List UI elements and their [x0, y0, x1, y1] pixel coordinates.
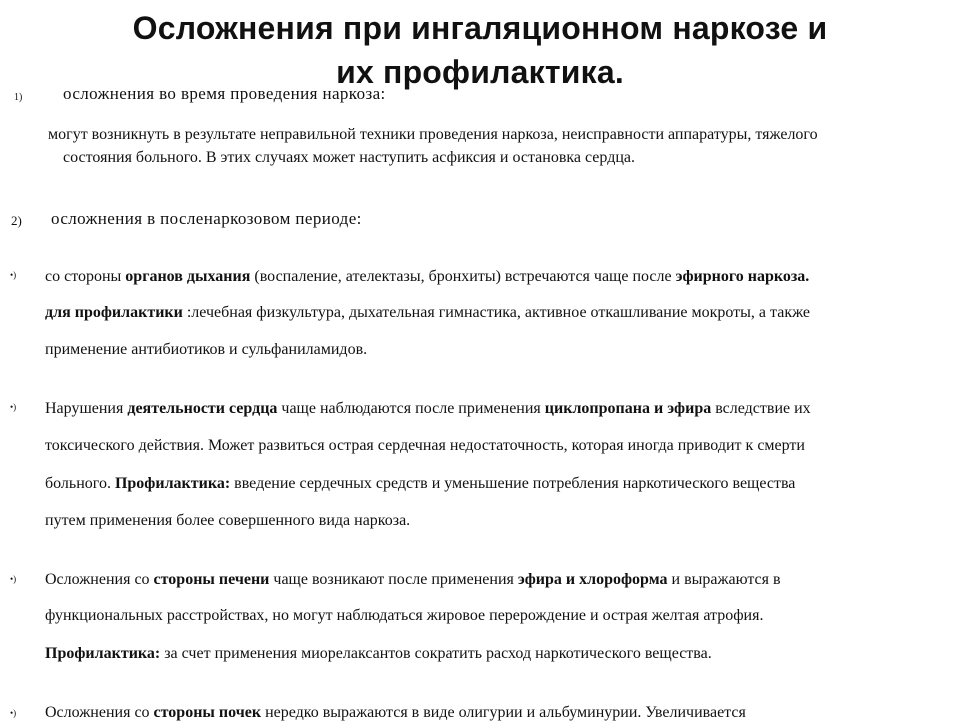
- item-4-line-1: [45, 704, 746, 722]
- bold-term: Профилактика:: [45, 645, 161, 662]
- bold-term: эфирного наркоза.: [675, 268, 810, 285]
- text-fragment: введение сердечных средств и уменьшение потребления наркотического вещества: [230, 475, 796, 492]
- text-fragment: Нарушения: [45, 400, 128, 417]
- item-1-line-1: [45, 268, 809, 286]
- text-fragment: Осложнения со: [45, 571, 154, 588]
- item-2-line-2: токсического действия. Может развиться острая сердечная недостаточность, которая иногда приводит к смерти: [45, 437, 805, 454]
- bold-term: эфира и хлороформа: [517, 571, 668, 588]
- text-fragment: :лечебная физкультура, дыхательная гимнастика, активное откашливание мокроты, а также: [182, 304, 811, 321]
- text-fragment: вследствие их: [711, 400, 811, 417]
- text-fragment: и выражаются в: [667, 571, 781, 588]
- item-3-line-1: [45, 571, 781, 589]
- slide-title-line-1: Осложнения при ингаляционном наркозе и: [132, 10, 828, 46]
- text-fragment: (воспаление, ателектазы, бронхиты) встречаются чаще после: [250, 268, 676, 285]
- bold-term: органов дыхания: [125, 268, 251, 285]
- bold-term: стороны почек: [153, 704, 262, 721]
- item-3-line-3: [45, 645, 712, 663]
- bullet-marker: •): [10, 574, 17, 584]
- bullet-marker: •): [10, 270, 17, 280]
- bullet-marker: •): [10, 402, 17, 412]
- slide-title-line-2: их профилактика.: [336, 54, 624, 90]
- item-1-line-3: применение антибиотиков и сульфаниламидов.: [45, 341, 368, 358]
- text-fragment: Осложнения со: [45, 704, 154, 721]
- item-2-line-3: [45, 475, 795, 493]
- item-1-line-2: [45, 304, 810, 322]
- section-2-marker: 2): [11, 213, 22, 228]
- text-fragment: за счет применения миорелаксантов сократить расход наркотического вещества.: [160, 645, 712, 662]
- item-2-line-4: путем применения более совершенного вида наркоза.: [45, 512, 411, 529]
- section-1-text-line-1: могут возникнуть в результате неправильной техники проведения наркоза, неисправности аппаратуры, тяжелого: [48, 126, 818, 143]
- item-2-line-1: [45, 400, 811, 418]
- bold-term: циклопропана и эфира: [544, 400, 712, 417]
- text-fragment: чаще возникают после применения: [269, 571, 518, 588]
- text-fragment: больного.: [45, 475, 115, 492]
- section-2-heading: осложнения в посленаркозовом периоде:: [51, 209, 362, 228]
- section-1-marker: 1): [14, 92, 23, 103]
- text-fragment: чаще наблюдаются после применения: [277, 400, 545, 417]
- bold-term: Профилактика:: [114, 475, 231, 492]
- bold-term: стороны печени: [153, 571, 270, 588]
- bold-term: деятельности сердца: [127, 400, 278, 417]
- item-3-line-2: функциональных расстройствах, но могут наблюдаться жировое перерождение и острая желтая атрофия.: [45, 607, 764, 624]
- section-1-text-line-2: состояния больного. В этих случаях может наступить асфиксия и остановка сердца.: [63, 149, 635, 166]
- section-1-heading: осложнения во время проведения наркоза:: [63, 84, 386, 103]
- text-fragment: со стороны: [45, 268, 126, 285]
- bullet-marker: •): [10, 708, 17, 718]
- bold-term: для профилактики: [45, 304, 183, 321]
- text-fragment: нередко выражаются в виде олигурии и альбуминурии. Увеличивается: [261, 704, 746, 721]
